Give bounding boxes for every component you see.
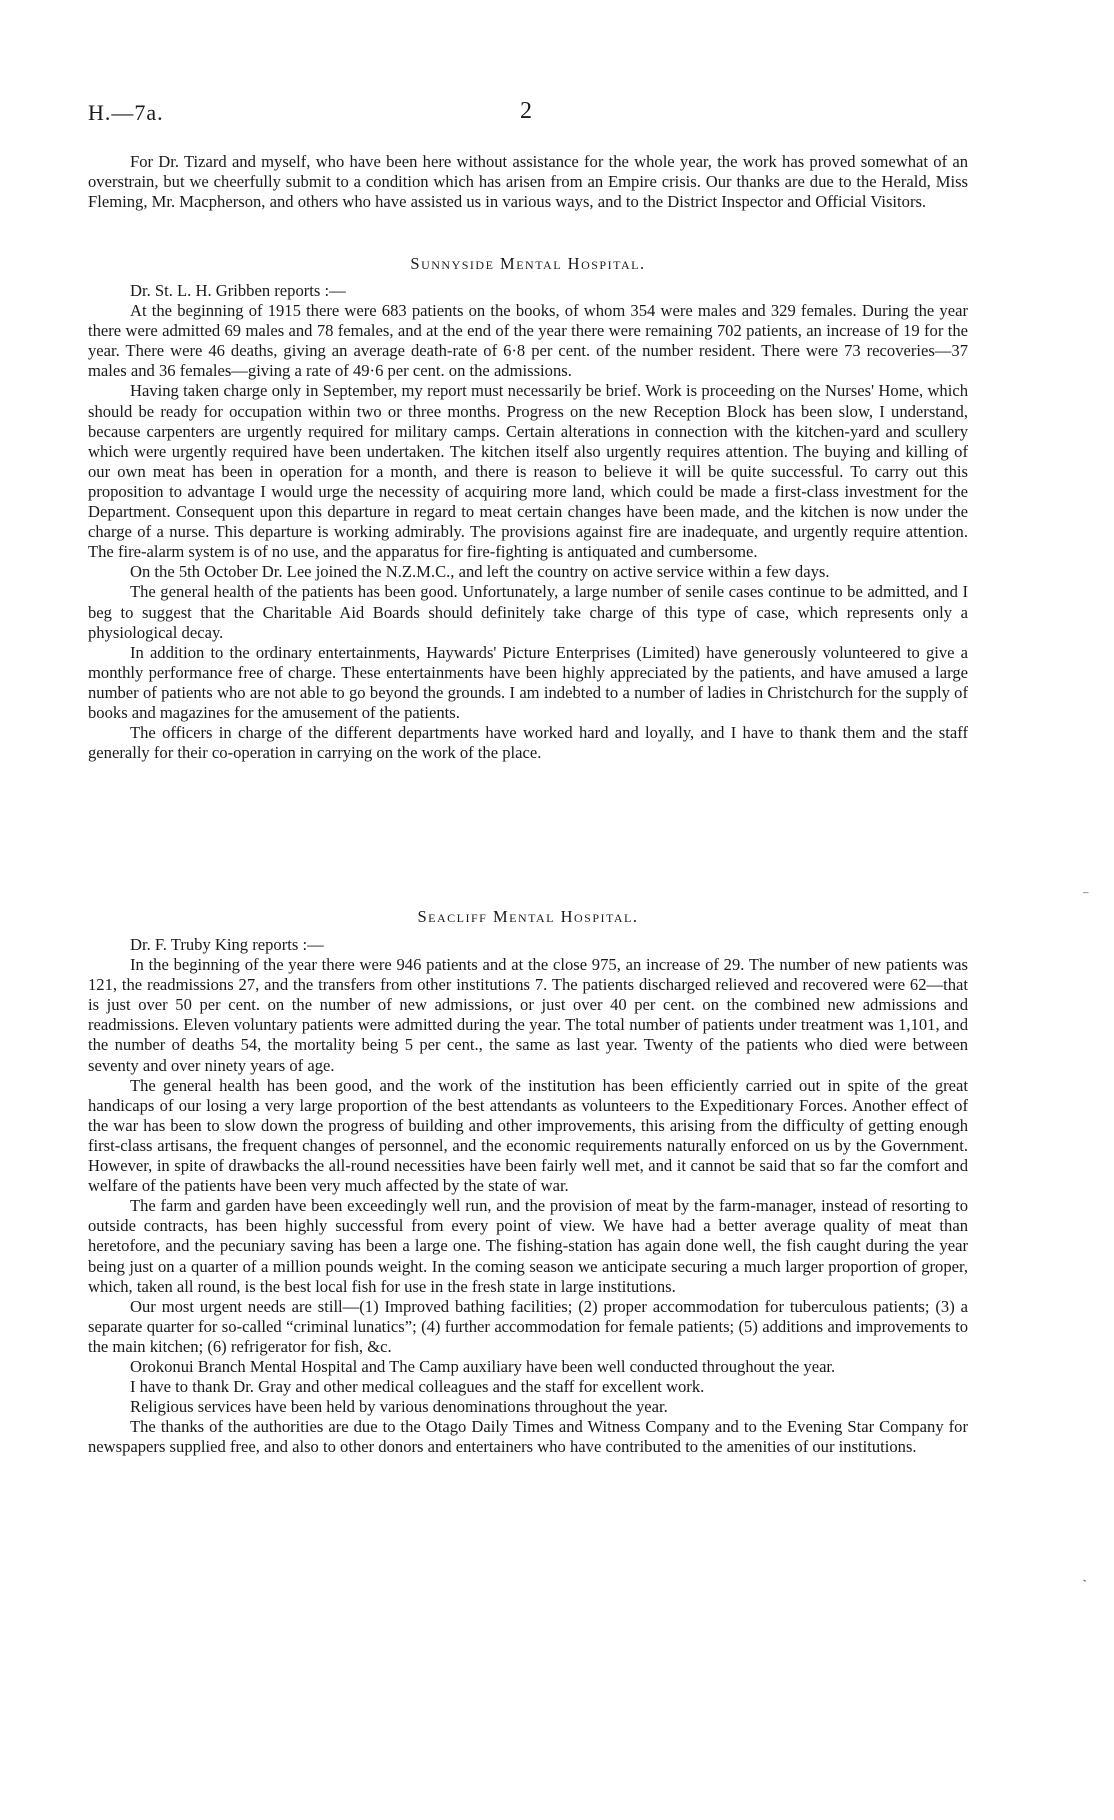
seacliff-paragraph: The general health has been good, and the work of the institution has been efficiently carried out in spite of the great handicaps of our losing a very large proportion of the best attendants as volunteers to the Expeditionary Forces. Another effect of the war has been to slow down the progress of building and other improvements, this arising from the difficulty of getting enough first-class artisans, the frequent changes of personnel, and the economic requirements naturally enforced on us by the Government. However, in spite of drawbacks the all-round necessities have been fairly well met, and it cannot be said that so far the comfort and welfare of the patients have been very much affected by the state of war. bbox=[88, 1075, 968, 1196]
seacliff-paragraph: Our most urgent needs are still—(1) Improved bathing facilities; (2) proper accommodation for tuberculous patients; (3) a separate quarter for so-called “criminal lunatics”; (4) further accommodation for female patients; (5) additions and improvements to the main kitchen; (6) refrigerator for fish, &c. bbox=[88, 1296, 968, 1356]
seacliff-paragraph: Orokonui Branch Mental Hospital and The Camp auxiliary have been well conducted throughout the year. bbox=[130, 1356, 836, 1376]
seacliff-paragraph: In the beginning of the year there were 946 patients and at the close 975, an increase of 29. The number of new patients was 121, the readmissions 27, and the transfers from other institutions 7. The patients discharged relieved and recovered were 62—that is just over 50 per cent. on the number of new admissions, or just over 40 per cent. on the combined new admissions and readmissions. Eleven voluntary patients were admitted during the year. The total number of patients under treatment was 1,101, and the number of deaths 54, the mortality being 5 per cent., the same as last year. Twenty of the patients who died were between seventy and over ninety years of age. bbox=[88, 955, 968, 1075]
scan-artifact-mark: ⁻ bbox=[1082, 889, 1090, 904]
seacliff-heading: Seacliff Mental Hospital. bbox=[417, 907, 639, 926]
seacliff-paragraph: The farm and garden have been exceedingly well run, and the provision of meat by the farm-manager, instead of resorting to outside contracts, has been highly successful from every point of view. We have had a better average quality of meat than heretofore, and the pecuniary saving has been a large one. The fishing-station has again done well, the fish caught during the year being just on a quarter of a million pounds weight. In the coming season we anticipate securing a much larger proportion of groper, which, taken all round, is the best local fish for use in the fresh state in large institutions. bbox=[88, 1196, 968, 1296]
sunnyside-paragraph: On the 5th October Dr. Lee joined the N.Z.M.C., and left the country on active service within a few days. bbox=[130, 562, 830, 582]
page-header-reference: H.—7a. bbox=[88, 100, 164, 125]
sunnyside-paragraph: The officers in charge of the different departments have worked hard and loyally, and I have to thank them and the staff generally for their co-operation in carrying on the work of the place. bbox=[88, 723, 968, 763]
scan-artifact-mark: ˺ bbox=[1082, 1578, 1087, 1593]
sunnyside-reporter: Dr. St. L. H. Gribben reports :— bbox=[130, 281, 346, 300]
page-number: 2 bbox=[520, 98, 532, 124]
sunnyside-paragraph: In addition to the ordinary entertainments, Haywards' Picture Enterprises (Limited) have generously volunteered to give a monthly performance free of charge. These entertainments have been highly appreciated by the patients, and have amused a large number of patients who are not able to go beyond the grounds. I am indebted to a number of ladies in Christchurch for the supply of books and magazines for the amusement of the patients. bbox=[88, 642, 968, 722]
seacliff-section bbox=[88, 935, 968, 1457]
seacliff-paragraph: The thanks of the authorities are due to the Otago Daily Times and Witness Company and to the Evening Star Company for newspapers supplied free, and also to other donors and entertainers who have contributed to the amenities of our institutions. bbox=[88, 1417, 968, 1457]
intro-paragraph: For Dr. Tizard and myself, who have been here without assistance for the whole year, the work has proved somewhat of an overstrain, but we cheerfully submit to a condition which has arisen from an Empire crisis. Our thanks are due to the Herald, Miss Fleming, Mr. Macpherson, and others who have assisted us in various ways, and to the District Inspector and Official Visitors. bbox=[88, 152, 968, 212]
sunnyside-paragraph: The general health of the patients has been good. Unfortunately, a large number of senile cases continue to be admitted, and I beg to suggest that the Charitable Aid Boards should definitely take charge of this type of case, which represents only a physiological decay. bbox=[88, 582, 968, 642]
seacliff-paragraph: Religious services have been held by various denominations throughout the year. bbox=[130, 1397, 668, 1417]
sunnyside-paragraph: Having taken charge only in September, my report must necessarily be brief. Work is proceeding on the Nurses' Home, which should be ready for occupation within two or three months. Progress on the new Reception Block has been slow, I understand, because carpenters are urgently required for military camps. Certain alterations in connection with the kitchen-yard and scullery which were urgently required have been undertaken. The kitchen itself also urgently requires attention. The buying and killing of our own meat has been in operation for a month, and there is reason to believe it will be quite successful. To carry out this proposition to advantage I would urge the necessity of acquiring more land, which could be made a first-class investment for the Department. Consequent upon this departure in regard to meat certain changes have been made, and the kitchen is now under the charge of a nurse. This departure is working admirably. The provisions against fire are inadequate, and urgently require attention. The fire-alarm system is of no use, and the apparatus for fire-fighting is antiquated and cumbersome. bbox=[88, 381, 968, 562]
sunnyside-heading: Sunnyside Mental Hospital. bbox=[410, 254, 646, 273]
intro-block bbox=[88, 152, 968, 212]
seacliff-paragraph: I have to thank Dr. Gray and other medical colleagues and the staff for excellent work. bbox=[130, 1377, 705, 1397]
seacliff-reporter: Dr. F. Truby King reports :— bbox=[130, 935, 324, 954]
sunnyside-section bbox=[88, 281, 968, 763]
sunnyside-paragraph: At the beginning of 1915 there were 683 patients on the books, of whom 354 were males and 329 females. During the year there were admitted 69 males and 78 females, and at the end of the year there were remaining 702 patients, an increase of 19 for the year. There were 46 deaths, giving an average death-rate of 6·8 per cent. of the number resident. There were 73 recoveries—37 males and 36 females—giving a rate of 49·6 per cent. on the admissions. bbox=[88, 301, 968, 381]
